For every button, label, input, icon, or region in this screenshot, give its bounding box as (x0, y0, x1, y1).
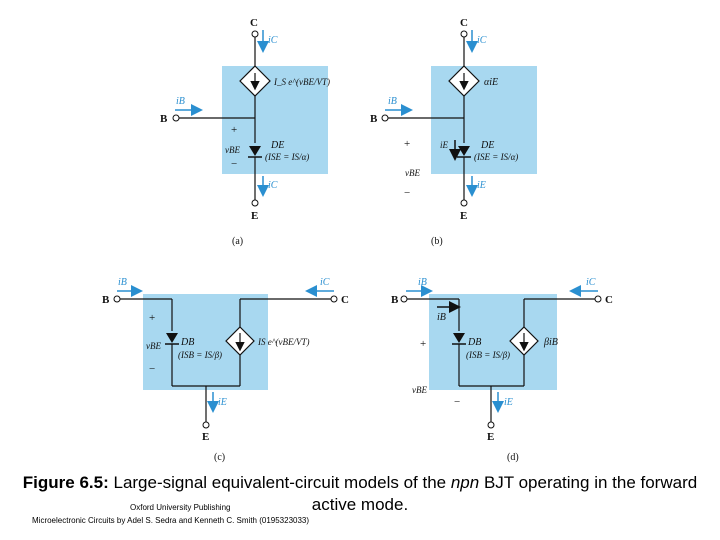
base-terminal (114, 296, 120, 302)
emitter-label: E (460, 210, 468, 222)
emitter-terminal (203, 422, 209, 428)
base-terminal (173, 115, 179, 121)
base-terminal (382, 115, 388, 121)
ib-inner-label: iB (437, 312, 446, 323)
base-label: B (370, 113, 378, 125)
ie-inner-label: iE (440, 140, 448, 150)
base-terminal (401, 296, 407, 302)
ib-label: iB (388, 96, 397, 107)
figure-caption (20, 472, 700, 516)
vbe-label: vBE (405, 168, 420, 178)
panel-a (160, 17, 330, 247)
caption-text-after: BJT operating in the forward active mode. (311, 473, 698, 514)
ie-bottom-label: iE (477, 180, 486, 191)
emitter-label: E (251, 210, 259, 222)
caption-text-before: Large-signal equivalent-circuit models of the (108, 473, 451, 492)
ib-label: iB (176, 96, 185, 107)
ic-top-label: iC (477, 35, 487, 46)
figure-number: Figure 6.5: (22, 473, 109, 492)
ic-bottom-label: iC (268, 180, 278, 191)
diode-param: (ISB = IS/β) (178, 350, 223, 360)
collector-terminal (595, 296, 601, 302)
vbe-label: vBE (146, 341, 161, 351)
base-label: B (391, 294, 399, 306)
panel-label: (a) (232, 236, 244, 247)
vbe-label: vBE (225, 145, 240, 155)
diode-param: (ISE = IS/α) (265, 152, 310, 162)
panel-label: (b) (431, 236, 443, 247)
diode-name: DB (181, 337, 195, 348)
panel-b (370, 17, 537, 247)
collector-terminal (331, 296, 337, 302)
ic-label: iC (586, 277, 596, 288)
panel-label: (d) (507, 452, 519, 463)
base-label: B (160, 113, 168, 125)
ie-label: iE (218, 397, 227, 408)
ic-top-label: iC (268, 35, 278, 46)
diode-param: (ISE = IS/α) (474, 152, 519, 162)
ib-label: iB (118, 277, 127, 288)
source-label: IS e^(vBE/VT) (258, 337, 310, 347)
panel-label: (c) (214, 452, 226, 463)
diode-name: DE (271, 140, 285, 151)
caption-emphasis: npn (450, 473, 480, 492)
vbe-label: vBE (412, 385, 427, 395)
vbe-plus: + (404, 138, 411, 150)
diode-name: DB (468, 337, 482, 348)
vbe-minus: − (404, 187, 411, 199)
emitter-terminal (252, 200, 258, 206)
collector-label: C (250, 17, 258, 29)
ib-outer-label: iB (418, 277, 427, 288)
collector-label: C (341, 294, 349, 306)
emitter-label: E (202, 431, 210, 443)
panel-c (102, 277, 349, 463)
ic-label: iC (320, 277, 330, 288)
vbe-minus: − (231, 158, 238, 170)
vbe-minus: − (149, 363, 156, 375)
emitter-terminal (461, 200, 467, 206)
collector-terminal (461, 31, 467, 37)
emitter-terminal (488, 422, 494, 428)
publisher-credit: Oxford University Publishing (130, 503, 231, 512)
vbe-plus: + (149, 312, 156, 324)
vbe-minus: − (454, 396, 461, 408)
ie-label: iE (504, 397, 513, 408)
diode-param: (ISB = IS/β) (466, 350, 511, 360)
source-label: βiB (544, 337, 558, 348)
source-label: I_S e^(vBE/VT) (274, 77, 331, 87)
collector-label: C (605, 294, 613, 306)
panel-d (391, 277, 613, 463)
book-credit: Microelectronic Circuits by Adel S. Sedra and Kenneth C. Smith (0195323033) (32, 516, 310, 525)
diode-name: DE (481, 140, 495, 151)
collector-label: C (460, 17, 468, 29)
source-label: αiE (484, 77, 499, 88)
vbe-plus: + (231, 124, 238, 136)
base-label: B (102, 294, 110, 306)
vbe-plus: + (420, 338, 427, 350)
collector-terminal (252, 31, 258, 37)
emitter-label: E (487, 431, 495, 443)
